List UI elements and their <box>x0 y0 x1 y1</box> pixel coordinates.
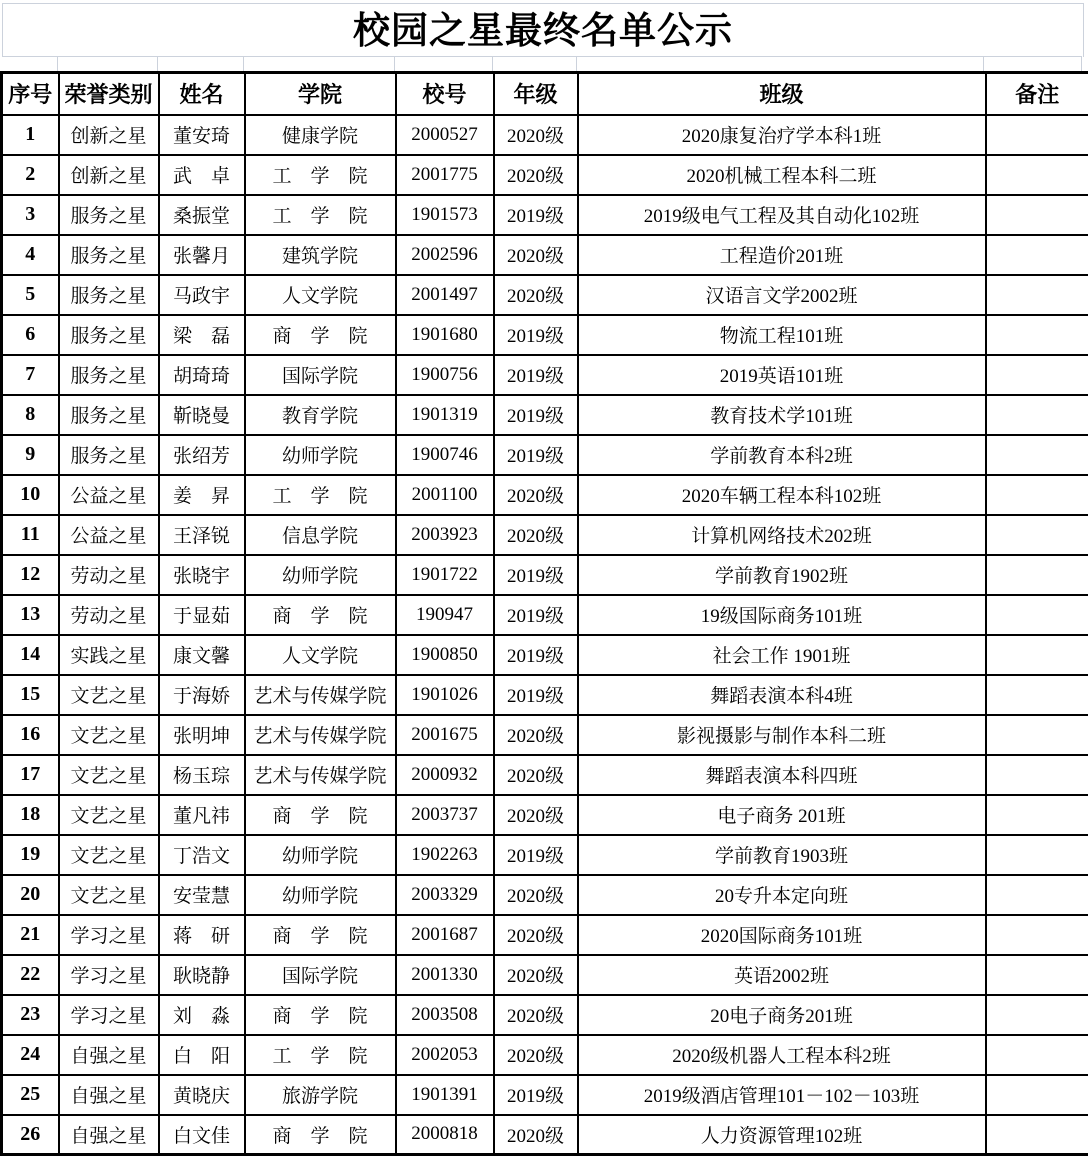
cell-remark <box>986 355 1088 395</box>
cell-no: 10 <box>2 475 59 515</box>
cell-remark <box>986 875 1088 915</box>
table-row <box>2 395 1088 435</box>
cell-grade: 2020级 <box>494 875 578 915</box>
cell-honor: 服务之星 <box>59 235 159 275</box>
table-row <box>2 275 1088 315</box>
cell-school-id: 2002596 <box>396 235 494 275</box>
cell-no: 4 <box>2 235 59 275</box>
cell-honor: 文艺之星 <box>59 875 159 915</box>
cell-honor: 文艺之星 <box>59 715 159 755</box>
cell-honor: 创新之星 <box>59 115 159 155</box>
cell-no: 22 <box>2 955 59 995</box>
cell-school-id: 1901722 <box>396 555 494 595</box>
cell-college: 商 学 院 <box>245 315 396 355</box>
cell-no: 9 <box>2 435 59 475</box>
cell-college: 工 学 院 <box>245 155 396 195</box>
cell-grade: 2020级 <box>494 115 578 155</box>
cell-no: 25 <box>2 1075 59 1115</box>
cell-honor: 实践之星 <box>59 635 159 675</box>
cell-college: 商 学 院 <box>245 795 396 835</box>
cell-name: 刘 淼 <box>159 995 245 1035</box>
cell-school-id: 2001675 <box>396 715 494 755</box>
table-row <box>2 355 1088 395</box>
cell-school-id: 2000527 <box>396 115 494 155</box>
col-header-honor: 荣誉类别 <box>59 73 159 115</box>
table-row <box>2 635 1088 675</box>
table-row <box>2 235 1088 275</box>
spacer-cell-school-id <box>394 57 492 72</box>
cell-grade: 2019级 <box>494 435 578 475</box>
cell-no: 20 <box>2 875 59 915</box>
cell-college: 艺术与传媒学院 <box>245 675 396 715</box>
cell-no: 6 <box>2 315 59 355</box>
cell-grade: 2020级 <box>494 1115 578 1155</box>
cell-name: 姜 昇 <box>159 475 245 515</box>
cell-remark <box>986 835 1088 875</box>
cell-no: 24 <box>2 1035 59 1075</box>
cell-no: 23 <box>2 995 59 1035</box>
cell-no: 19 <box>2 835 59 875</box>
cell-class: 学前教育本科2班 <box>578 435 986 475</box>
cell-name: 白文佳 <box>159 1115 245 1155</box>
table-row <box>2 515 1088 555</box>
table-row <box>2 915 1088 955</box>
cell-no: 3 <box>2 195 59 235</box>
spacer-cell-grade <box>492 57 576 72</box>
cell-remark <box>986 675 1088 715</box>
cell-class: 19级国际商务101班 <box>578 595 986 635</box>
cell-college: 健康学院 <box>245 115 396 155</box>
cell-grade: 2019级 <box>494 675 578 715</box>
col-header-college: 学院 <box>245 73 396 115</box>
cell-college: 工 学 院 <box>245 195 396 235</box>
cell-grade: 2019级 <box>494 395 578 435</box>
cell-remark <box>986 275 1088 315</box>
spacer-cell-remark <box>983 57 1082 72</box>
cell-grade: 2020级 <box>494 995 578 1035</box>
cell-name: 张晓宇 <box>159 555 245 595</box>
cell-class: 20电子商务201班 <box>578 995 986 1035</box>
table-row <box>2 795 1088 835</box>
cell-grade: 2020级 <box>494 275 578 315</box>
cell-school-id: 1902263 <box>396 835 494 875</box>
col-header-no: 序号 <box>2 73 59 115</box>
cell-class: 人力资源管理102班 <box>578 1115 986 1155</box>
cell-honor: 学习之星 <box>59 955 159 995</box>
table-row <box>2 1075 1088 1115</box>
cell-no: 11 <box>2 515 59 555</box>
table-row <box>2 715 1088 755</box>
cell-college: 信息学院 <box>245 515 396 555</box>
table-row <box>2 315 1088 355</box>
cell-class: 2020国际商务101班 <box>578 915 986 955</box>
page-title: 校园之星最终名单公示 <box>353 9 733 52</box>
cell-college: 建筑学院 <box>245 235 396 275</box>
cell-name: 安莹慧 <box>159 875 245 915</box>
cell-honor: 文艺之星 <box>59 795 159 835</box>
cell-name: 蒋 研 <box>159 915 245 955</box>
table-row <box>2 995 1088 1035</box>
cell-name: 丁浩文 <box>159 835 245 875</box>
cell-remark <box>986 315 1088 355</box>
cell-name: 王泽锐 <box>159 515 245 555</box>
cell-grade: 2020级 <box>494 955 578 995</box>
spacer-cell-class <box>576 57 983 72</box>
cell-school-id: 2000818 <box>396 1115 494 1155</box>
cell-class: 物流工程101班 <box>578 315 986 355</box>
cell-remark <box>986 555 1088 595</box>
cell-class: 2020车辆工程本科102班 <box>578 475 986 515</box>
cell-class: 学前教育1903班 <box>578 835 986 875</box>
cell-honor: 服务之星 <box>59 395 159 435</box>
cell-school-id: 1901680 <box>396 315 494 355</box>
table-row <box>2 875 1088 915</box>
cell-remark <box>986 515 1088 555</box>
cell-class: 2020级机器人工程本科2班 <box>578 1035 986 1075</box>
cell-grade: 2020级 <box>494 915 578 955</box>
cell-remark <box>986 955 1088 995</box>
cell-name: 桑振堂 <box>159 195 245 235</box>
cell-remark <box>986 115 1088 155</box>
cell-name: 靳晓曼 <box>159 395 245 435</box>
cell-remark <box>986 395 1088 435</box>
cell-remark <box>986 635 1088 675</box>
cell-honor: 服务之星 <box>59 275 159 315</box>
cell-college: 国际学院 <box>245 955 396 995</box>
cell-honor: 文艺之星 <box>59 755 159 795</box>
cell-name: 董安琦 <box>159 115 245 155</box>
spacer-cell-honor <box>57 57 157 72</box>
award-table <box>0 71 1088 1156</box>
cell-school-id: 2003923 <box>396 515 494 555</box>
cell-no: 26 <box>2 1115 59 1155</box>
cell-class: 20专升本定向班 <box>578 875 986 915</box>
cell-name: 耿晓静 <box>159 955 245 995</box>
cell-name: 杨玉琮 <box>159 755 245 795</box>
spacer-row <box>2 56 1082 72</box>
cell-no: 7 <box>2 355 59 395</box>
cell-school-id: 2001497 <box>396 275 494 315</box>
cell-name: 康文馨 <box>159 635 245 675</box>
cell-college: 商 学 院 <box>245 595 396 635</box>
cell-remark <box>986 435 1088 475</box>
cell-class: 2019英语101班 <box>578 355 986 395</box>
cell-name: 白 阳 <box>159 1035 245 1075</box>
cell-college: 人文学院 <box>245 635 396 675</box>
spacer-cell-college <box>243 57 394 72</box>
cell-college: 幼师学院 <box>245 875 396 915</box>
cell-school-id: 1900746 <box>396 435 494 475</box>
cell-class: 英语2002班 <box>578 955 986 995</box>
cell-remark <box>986 235 1088 275</box>
cell-grade: 2019级 <box>494 1075 578 1115</box>
cell-honor: 服务之星 <box>59 355 159 395</box>
cell-no: 18 <box>2 795 59 835</box>
cell-remark <box>986 795 1088 835</box>
cell-school-id: 2001687 <box>396 915 494 955</box>
cell-school-id: 2002053 <box>396 1035 494 1075</box>
cell-school-id: 2001330 <box>396 955 494 995</box>
cell-remark <box>986 755 1088 795</box>
cell-honor: 学习之星 <box>59 995 159 1035</box>
cell-remark <box>986 155 1088 195</box>
cell-college: 幼师学院 <box>245 555 396 595</box>
cell-no: 5 <box>2 275 59 315</box>
cell-name: 张明坤 <box>159 715 245 755</box>
cell-school-id: 2003737 <box>396 795 494 835</box>
cell-grade: 2020级 <box>494 235 578 275</box>
cell-school-id: 2000932 <box>396 755 494 795</box>
table-row <box>2 1115 1088 1155</box>
cell-college: 旅游学院 <box>245 1075 396 1115</box>
cell-school-id: 190947 <box>396 595 494 635</box>
cell-class: 计算机网络技术202班 <box>578 515 986 555</box>
cell-school-id: 1901573 <box>396 195 494 235</box>
cell-remark <box>986 1115 1088 1155</box>
cell-college: 工 学 院 <box>245 475 396 515</box>
cell-class: 工程造价201班 <box>578 235 986 275</box>
cell-class: 2020机械工程本科二班 <box>578 155 986 195</box>
header-row <box>2 73 1088 115</box>
cell-college: 艺术与传媒学院 <box>245 755 396 795</box>
cell-grade: 2019级 <box>494 315 578 355</box>
cell-college: 工 学 院 <box>245 1035 396 1075</box>
title-row <box>2 3 1084 57</box>
spacer-cell-no <box>2 57 57 72</box>
cell-remark <box>986 475 1088 515</box>
cell-honor: 学习之星 <box>59 915 159 955</box>
cell-grade: 2020级 <box>494 755 578 795</box>
cell-grade: 2020级 <box>494 795 578 835</box>
cell-no: 15 <box>2 675 59 715</box>
cell-school-id: 1900850 <box>396 635 494 675</box>
cell-college: 商 学 院 <box>245 1115 396 1155</box>
cell-no: 16 <box>2 715 59 755</box>
table-row <box>2 115 1088 155</box>
cell-class: 社会工作 1901班 <box>578 635 986 675</box>
cell-no: 1 <box>2 115 59 155</box>
cell-name: 黄晓庆 <box>159 1075 245 1115</box>
cell-honor: 自强之星 <box>59 1075 159 1115</box>
cell-school-id: 2001775 <box>396 155 494 195</box>
cell-name: 胡琦琦 <box>159 355 245 395</box>
cell-class: 2019级电气工程及其自动化102班 <box>578 195 986 235</box>
cell-college: 幼师学院 <box>245 835 396 875</box>
cell-school-id: 1901391 <box>396 1075 494 1115</box>
col-header-school-id: 校号 <box>396 73 494 115</box>
col-header-name: 姓名 <box>159 73 245 115</box>
table-row <box>2 835 1088 875</box>
award-table-body <box>2 115 1088 1155</box>
cell-class: 2019级酒店管理101－102－103班 <box>578 1075 986 1115</box>
cell-school-id: 2003508 <box>396 995 494 1035</box>
cell-school-id: 1901026 <box>396 675 494 715</box>
cell-grade: 2019级 <box>494 195 578 235</box>
cell-no: 2 <box>2 155 59 195</box>
cell-honor: 服务之星 <box>59 435 159 475</box>
cell-no: 14 <box>2 635 59 675</box>
cell-class: 汉语言文学2002班 <box>578 275 986 315</box>
cell-school-id: 2003329 <box>396 875 494 915</box>
cell-remark <box>986 595 1088 635</box>
cell-name: 张绍芳 <box>159 435 245 475</box>
cell-grade: 2020级 <box>494 715 578 755</box>
table-row <box>2 435 1088 475</box>
cell-class: 教育技术学101班 <box>578 395 986 435</box>
cell-honor: 文艺之星 <box>59 835 159 875</box>
cell-no: 21 <box>2 915 59 955</box>
cell-class: 舞蹈表演本科4班 <box>578 675 986 715</box>
cell-name: 马政宇 <box>159 275 245 315</box>
cell-remark <box>986 1035 1088 1075</box>
cell-remark <box>986 1075 1088 1115</box>
cell-college: 教育学院 <box>245 395 396 435</box>
cell-name: 武 卓 <box>159 155 245 195</box>
cell-no: 17 <box>2 755 59 795</box>
cell-honor: 自强之星 <box>59 1035 159 1075</box>
cell-class: 2020康复治疗学本科1班 <box>578 115 986 155</box>
cell-school-id: 2001100 <box>396 475 494 515</box>
cell-honor: 服务之星 <box>59 315 159 355</box>
cell-remark <box>986 195 1088 235</box>
table-row <box>2 195 1088 235</box>
col-header-class: 班级 <box>578 73 986 115</box>
cell-honor: 服务之星 <box>59 195 159 235</box>
cell-remark <box>986 915 1088 955</box>
cell-class: 电子商务 201班 <box>578 795 986 835</box>
cell-honor: 公益之星 <box>59 515 159 555</box>
cell-grade: 2020级 <box>494 1035 578 1075</box>
table-row <box>2 555 1088 595</box>
table-row <box>2 955 1088 995</box>
cell-honor: 劳动之星 <box>59 555 159 595</box>
cell-remark <box>986 715 1088 755</box>
cell-remark <box>986 995 1088 1035</box>
cell-honor: 劳动之星 <box>59 595 159 635</box>
table-row <box>2 675 1088 715</box>
cell-college: 艺术与传媒学院 <box>245 715 396 755</box>
table-row <box>2 155 1088 195</box>
cell-grade: 2019级 <box>494 555 578 595</box>
cell-grade: 2019级 <box>494 595 578 635</box>
cell-grade: 2019级 <box>494 355 578 395</box>
cell-grade: 2020级 <box>494 155 578 195</box>
col-header-grade: 年级 <box>494 73 578 115</box>
cell-name: 梁 磊 <box>159 315 245 355</box>
cell-no: 12 <box>2 555 59 595</box>
cell-college: 国际学院 <box>245 355 396 395</box>
cell-honor: 公益之星 <box>59 475 159 515</box>
cell-name: 于海娇 <box>159 675 245 715</box>
cell-college: 商 学 院 <box>245 915 396 955</box>
table-row <box>2 1035 1088 1075</box>
cell-honor: 自强之星 <box>59 1115 159 1155</box>
cell-honor: 文艺之星 <box>59 675 159 715</box>
cell-college: 商 学 院 <box>245 995 396 1035</box>
cell-name: 董凡祎 <box>159 795 245 835</box>
cell-honor: 创新之星 <box>59 155 159 195</box>
cell-grade: 2020级 <box>494 475 578 515</box>
spacer-cell-name <box>157 57 243 72</box>
col-header-remark: 备注 <box>986 73 1088 115</box>
cell-no: 8 <box>2 395 59 435</box>
cell-no: 13 <box>2 595 59 635</box>
cell-grade: 2019级 <box>494 635 578 675</box>
cell-college: 幼师学院 <box>245 435 396 475</box>
table-row <box>2 595 1088 635</box>
table-row <box>2 755 1088 795</box>
cell-class: 舞蹈表演本科四班 <box>578 755 986 795</box>
cell-name: 张馨月 <box>159 235 245 275</box>
cell-grade: 2019级 <box>494 835 578 875</box>
cell-grade: 2020级 <box>494 515 578 555</box>
cell-school-id: 1900756 <box>396 355 494 395</box>
cell-school-id: 1901319 <box>396 395 494 435</box>
cell-college: 人文学院 <box>245 275 396 315</box>
table-row <box>2 475 1088 515</box>
cell-name: 于显茹 <box>159 595 245 635</box>
cell-class: 影视摄影与制作本科二班 <box>578 715 986 755</box>
cell-class: 学前教育1902班 <box>578 555 986 595</box>
